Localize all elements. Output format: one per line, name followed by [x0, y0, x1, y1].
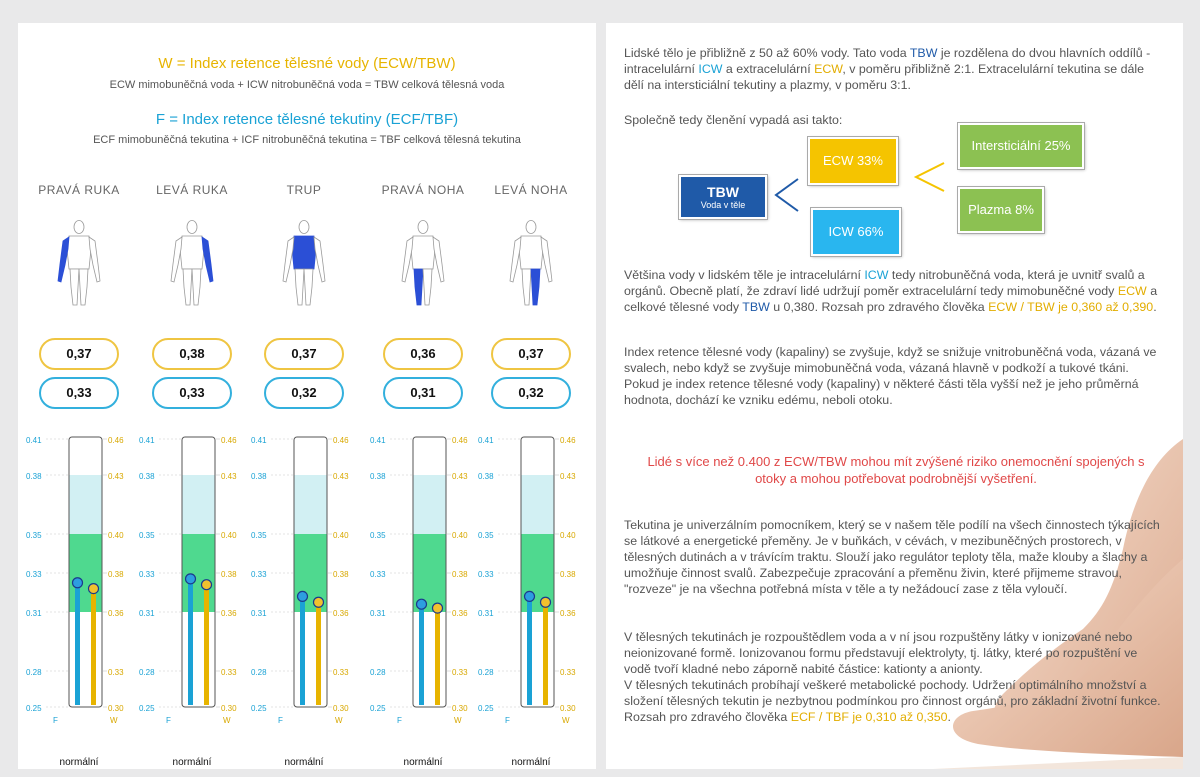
f-level-marker	[186, 574, 196, 584]
f-tick-label: 0.33	[370, 570, 386, 579]
f-tick-label: 0.33	[251, 570, 267, 579]
tbw-term: TBW	[909, 46, 938, 60]
f-index-title: F = Index retence tělesné tekutiny (ECF/TBF)	[155, 111, 459, 128]
w-tick-label: 0.40	[452, 531, 468, 540]
w-tick-label: 0.36	[560, 609, 576, 618]
f-tick-label: 0.35	[370, 531, 386, 540]
f-value-badge: 0,33	[152, 377, 232, 409]
f-tick-label: 0.25	[478, 704, 494, 713]
w-value-badge: 0,38	[152, 338, 232, 370]
w-tick-label: 0.43	[452, 472, 468, 481]
segment-column	[249, 183, 359, 768]
upper-band	[414, 475, 446, 534]
f-axis-label: F	[166, 716, 171, 725]
w-axis-label: W	[223, 716, 231, 725]
body-figure-icon	[162, 219, 222, 309]
w-tick-label: 0.36	[333, 609, 349, 618]
f-tick-label: 0.41	[26, 436, 42, 445]
w-index-title: W = Index retence tělesné vody (ECW/TBW)	[158, 55, 456, 72]
segment-column	[368, 183, 478, 768]
f-tick-label: 0.31	[370, 609, 386, 618]
f-level-bar	[300, 596, 305, 705]
segment-label: LEVÁ NOHA	[494, 183, 568, 197]
upper-band	[183, 475, 215, 534]
w-level-bar	[543, 602, 548, 705]
w-tick-label: 0.30	[221, 704, 237, 713]
w-axis-label: W	[335, 716, 343, 725]
f-tick-label: 0.35	[26, 531, 42, 540]
w-tick-label: 0.33	[560, 668, 576, 677]
f-tick-label: 0.25	[26, 704, 42, 713]
w-tick-label: 0.46	[221, 436, 237, 445]
w-tick-label: 0.30	[452, 704, 468, 713]
retention-gauge	[476, 435, 586, 730]
f-tick-label: 0.38	[251, 472, 267, 481]
segment-label: PRAVÁ RUKA	[38, 183, 120, 197]
ecw-tbw-range: ECW / TBW je 0,360 až 0,390	[988, 300, 1154, 314]
w-level-bar	[435, 608, 440, 705]
w-tick-label: 0.38	[452, 570, 468, 579]
f-level-bar	[75, 583, 80, 705]
intro-paragraph: Lidské tělo je přibližně z 50 až 60% vody. Tato voda TBW je rozdělena do dvou hlavních oddílů - intracelulární ICW a extracelulární ECW, v poměru přibližně 2:1. Extracelulární tekutina se dále dělí na intersticiální tekutiny a plazmy, v poměru 3:1.	[624, 46, 1151, 92]
left-panel	[18, 23, 596, 769]
normal-band	[70, 534, 102, 612]
w-tick-label: 0.33	[333, 668, 349, 677]
w-level-marker	[314, 597, 324, 607]
ecw-bracket-icon	[910, 157, 950, 197]
w-tick-label: 0.40	[221, 531, 237, 540]
w-value-badge: 0,36	[383, 338, 463, 370]
f-tick-label: 0.38	[370, 472, 386, 481]
upper-band	[522, 475, 554, 534]
status-label: normální	[403, 757, 443, 768]
w-tick-label: 0.40	[333, 531, 349, 540]
upper-band	[295, 475, 327, 534]
w-tick-label: 0.38	[333, 570, 349, 579]
status-label: normální	[59, 757, 99, 768]
w-tick-label: 0.46	[452, 436, 468, 445]
segment-label: LEVÁ RUKA	[156, 183, 228, 197]
risk-warning: Lidé s více než 0.400 z ECW/TBW mohou mít zvýšené riziko onemocnění spojených s otoky a mohou potřebovat podrobnější vyšetření.	[647, 454, 1145, 486]
f-tick-label: 0.25	[139, 704, 155, 713]
f-tick-label: 0.31	[139, 609, 155, 618]
w-tick-label: 0.43	[560, 472, 576, 481]
ecw-term: ECW	[814, 62, 843, 76]
f-axis-label: F	[53, 716, 58, 725]
f-level-marker	[298, 591, 308, 601]
w-level-marker	[89, 584, 99, 594]
interstitial-box: Intersticiální 25%	[958, 123, 1084, 169]
w-tick-label: 0.46	[108, 436, 124, 445]
w-tick-label: 0.46	[560, 436, 576, 445]
f-tick-label: 0.38	[478, 472, 494, 481]
w-value-badge: 0,37	[39, 338, 119, 370]
icw-box: ICW 66%	[811, 208, 901, 256]
w-value-badge: 0,37	[491, 338, 571, 370]
f-index-formula: ECF mimobuněčná tekutina + ICF nitrobuněčná tekutina = TBF celková tělesná tekutina	[93, 134, 521, 146]
status-label: normální	[284, 757, 324, 768]
w-tick-label: 0.43	[108, 472, 124, 481]
f-tick-label: 0.31	[26, 609, 42, 618]
f-tick-label: 0.28	[26, 668, 42, 677]
f-tick-label: 0.41	[251, 436, 267, 445]
f-tick-label: 0.28	[139, 668, 155, 677]
tbw-box: TBW Voda v těle	[679, 175, 767, 219]
retention-gauge	[368, 435, 478, 730]
w-tick-label: 0.40	[108, 531, 124, 540]
body-figure-icon	[274, 219, 334, 309]
body-figure-icon	[501, 219, 561, 309]
w-tick-label: 0.33	[452, 668, 468, 677]
w-axis-label: W	[454, 716, 462, 725]
w-tick-label: 0.38	[560, 570, 576, 579]
f-level-bar	[188, 579, 193, 705]
w-tick-label: 0.38	[108, 570, 124, 579]
f-tick-label: 0.33	[478, 570, 494, 579]
w-tick-label: 0.38	[221, 570, 237, 579]
status-label: normální	[511, 757, 551, 768]
f-value-badge: 0,33	[39, 377, 119, 409]
segment-label: PRAVÁ NOHA	[381, 183, 465, 197]
w-axis-label: W	[110, 716, 118, 725]
w-value-badge: 0,37	[264, 338, 344, 370]
ecf-tbf-range: ECF / TBF je 0,310 až 0,350	[790, 710, 948, 724]
f-level-marker	[525, 591, 535, 601]
w-tick-label: 0.43	[333, 472, 349, 481]
w-tick-label: 0.33	[221, 668, 237, 677]
normal-band	[183, 534, 215, 612]
f-level-marker	[417, 599, 427, 609]
f-level-bar	[419, 604, 424, 705]
f-tick-label: 0.25	[370, 704, 386, 713]
f-value-badge: 0,32	[491, 377, 571, 409]
f-tick-label: 0.35	[251, 531, 267, 540]
right-panel	[606, 23, 1183, 769]
upper-band	[70, 475, 102, 534]
w-tick-label: 0.40	[560, 531, 576, 540]
retention-gauge	[249, 435, 359, 730]
retention-paragraph: Index retence tělesné vody (kapaliny) se zvyšuje, když se snižuje vnitrobuněčná voda, vázaná ve svalech, nebo když se zvyšuje mimobuněčná voda, vázaná hlavně v podkoží a tukové tkáni. Pokud je index retence tělesné vody (kapaliny) v některé části těla vyšší než je jeho průměrná hodnota, dochází ke vzniku edému, neboli otoku.	[624, 345, 1157, 407]
body-figure-icon	[393, 219, 453, 309]
ecw-box: ECW 33%	[808, 137, 898, 185]
f-tick-label: 0.41	[478, 436, 494, 445]
segment-column	[476, 183, 586, 768]
f-tick-label: 0.28	[251, 668, 267, 677]
w-axis-label: W	[562, 716, 570, 725]
w-tick-label: 0.33	[108, 668, 124, 677]
f-value-badge: 0,32	[264, 377, 344, 409]
f-axis-label: F	[278, 716, 283, 725]
f-tick-label: 0.33	[26, 570, 42, 579]
f-value-badge: 0,31	[383, 377, 463, 409]
w-level-bar	[91, 589, 96, 705]
f-axis-label: F	[397, 716, 402, 725]
f-tick-label: 0.35	[139, 531, 155, 540]
w-tick-label: 0.46	[333, 436, 349, 445]
f-tick-label: 0.38	[26, 472, 42, 481]
diagram-intro: Společně tedy členění vypadá asi takto:	[624, 113, 843, 127]
w-level-bar	[204, 585, 209, 705]
segment-column	[24, 183, 134, 768]
f-tick-label: 0.28	[478, 668, 494, 677]
icw-term: ICW	[698, 62, 723, 76]
body-figure-icon	[49, 219, 109, 309]
fluid-paragraph: Tekutina je univerzálním pomocníkem, který se v našem těle podílí na všech činnostech týkajících se látkové a energetické přeměny. Je v buňkách, v cévách, v mezibuněčných prostorech, v tělesných dutinách a v trávícím traktu. Slouží jako regulátor teploty těla, maže klouby a šlachy a umožňuje činnost svalů. Zabezpečuje zpracování a přeměnu živin, které přijmeme stravou, "rozveze" je na všechna potřebná místa v těle a ty nežádoucí zase z těla vyloučí.	[624, 518, 1160, 596]
f-level-bar	[527, 596, 532, 705]
f-tick-label: 0.28	[370, 668, 386, 677]
w-level-marker	[433, 603, 443, 613]
w-level-marker	[541, 597, 551, 607]
w-tick-label: 0.30	[108, 704, 124, 713]
f-tick-label: 0.35	[478, 531, 494, 540]
segment-column	[137, 183, 247, 768]
w-tick-label: 0.43	[221, 472, 237, 481]
w-index-formula: ECW mimobuněčná voda + ICW nitrobuněčná voda = TBW celková tělesná voda	[109, 79, 505, 91]
w-level-marker	[202, 580, 212, 590]
w-level-bar	[316, 602, 321, 705]
f-tick-label: 0.41	[370, 436, 386, 445]
w-tick-label: 0.30	[560, 704, 576, 713]
f-tick-label: 0.31	[251, 609, 267, 618]
electrolyte-paragraph: V tělesných tekutinách je rozpouštědlem voda a v ní jsou rozpuštěny látky v ionizované nebo neionizované formě. Ionizovanou formu představují elektrolyty, tj. látky, které po rozpuštění ve vodě tvoří kladné nebo záporně nabité částice: kationty a anionty. V tělesných tekutinách probíhají veškeré metabolické pochody. Udržení optimálního množství a složení tělesných tekutin je nezbytnou podmínkou pro činnost orgánů, pro základní životní funkce. Rozsah pro zdravého člověka ECF / TBF je 0,310 až 0,350.	[624, 630, 1161, 724]
w-tick-label: 0.36	[221, 609, 237, 618]
f-tick-label: 0.33	[139, 570, 155, 579]
icw-paragraph: Většina vody v lidském těle je intracelulární ICW tedy nitrobuněčná voda, která je uvnitř svalů a orgánů. Obecně platí, že zdraví lidé udržují poměr extracelulární tedy mimobuněčné vody ECW a celkové tělesné vody TBW u 0,380. Rozsah pro zdravého člověka ECW / TBW je 0,360 až 0,390.	[624, 268, 1158, 314]
retention-gauge	[137, 435, 247, 730]
w-tick-label: 0.30	[333, 704, 349, 713]
status-label: normální	[172, 757, 212, 768]
f-tick-label: 0.25	[251, 704, 267, 713]
retention-gauge	[24, 435, 134, 730]
plasma-box: Plazma 8%	[958, 187, 1044, 233]
segment-label: TRUP	[286, 183, 322, 197]
f-axis-label: F	[505, 716, 510, 725]
f-tick-label: 0.41	[139, 436, 155, 445]
f-level-marker	[73, 578, 83, 588]
f-tick-label: 0.31	[478, 609, 494, 618]
w-tick-label: 0.36	[108, 609, 124, 618]
w-tick-label: 0.36	[452, 609, 468, 618]
f-tick-label: 0.38	[139, 472, 155, 481]
tbw-bracket-icon	[772, 175, 802, 215]
